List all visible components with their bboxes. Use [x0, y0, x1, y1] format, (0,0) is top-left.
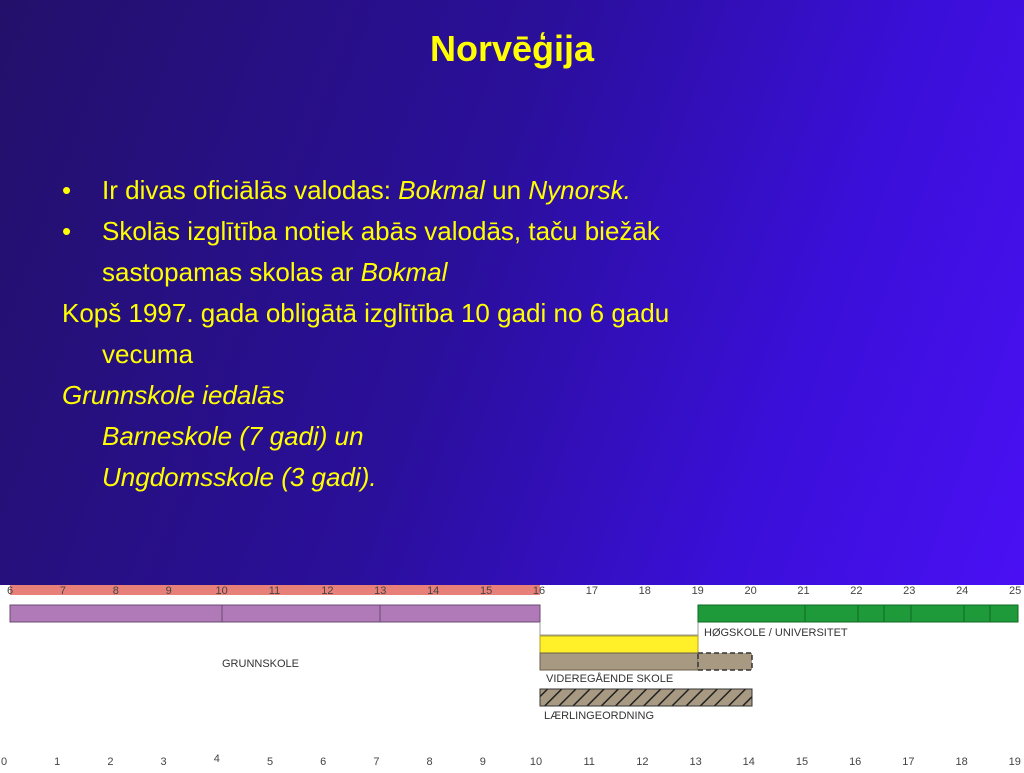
year-tick-label: 15 [795, 756, 809, 768]
age-tick-label: 7 [59, 585, 66, 597]
grunnskole-line3: Ungdomsskole (3 gadi). [102, 462, 377, 492]
bullet-line2: sastopamas skolas ar [102, 257, 361, 287]
age-tick-label: 18 [638, 585, 651, 597]
age-tick-label: 23 [903, 585, 916, 597]
age-tick-label: 25 [1008, 585, 1022, 597]
year-tick-label: 2 [107, 756, 114, 768]
bullet-dot: • [62, 175, 72, 205]
age-tick-label: 10 [215, 585, 228, 597]
paragraph-line1: Kopš 1997. gada obligātā izglītība 10 gadi no 6 gadu [62, 298, 670, 328]
paragraph-line2: vecuma [102, 339, 194, 369]
year-tick-label: 9 [479, 756, 486, 768]
bullet-italic-nynorsk: Nynorsk. [528, 175, 631, 205]
slide-title: Norvēģija [429, 28, 595, 69]
year-tick-label: 8 [426, 756, 433, 768]
paragraph-compulsory [62, 293, 962, 375]
videregaende-dashed-extension [698, 653, 752, 670]
grunnskole-line2: Barneskole (7 gadi) un [102, 421, 364, 451]
age-tick-label: 15 [479, 585, 493, 597]
age-tick-label: 13 [374, 585, 387, 597]
grunnskole-bar [10, 605, 540, 622]
bullet-italic-bokmal-2: Bokmal [360, 257, 448, 287]
age-tick-label: 17 [585, 585, 599, 597]
year-tick-label: 17 [902, 756, 915, 768]
age-tick-label: 20 [744, 585, 757, 597]
year-tick-label: 7 [373, 756, 380, 768]
bullet-item-schools [62, 211, 962, 293]
age-tick-label: 22 [850, 585, 863, 597]
year-tick-label: 6 [320, 756, 327, 768]
year-labels [1, 753, 1021, 768]
connector-line [540, 605, 698, 635]
age-tick-label: 6 [6, 585, 14, 597]
year-tick-label: 13 [689, 756, 702, 768]
age-tick-label: 16 [532, 585, 546, 597]
age-tick-label: 14 [427, 585, 440, 597]
grunnskole-label: GRUNNSKOLE [222, 658, 300, 670]
bullet-line1: Skolās izglītība notiek abās valodās, taču biežāk [102, 216, 660, 246]
age-tick-label: 9 [165, 585, 172, 597]
year-tick-label: 10 [529, 756, 543, 768]
laerling-bar [540, 689, 752, 706]
slide-body [62, 170, 962, 498]
year-tick-label: 3 [160, 756, 167, 768]
videregaende-grey-bar [540, 653, 698, 670]
age-tick-label: 11 [268, 585, 281, 597]
grunnskole-line1: Grunnskole iedalās [62, 380, 285, 410]
bullet-italic-bokmal: Bokmal [398, 175, 485, 205]
year-tick-label: 1 [54, 756, 61, 768]
hogskole-label: HØGSKOLE / UNIVERSITET [704, 627, 848, 639]
bullet-dot: • [62, 216, 72, 246]
age-tick-label: 19 [691, 585, 704, 597]
videregaende-yellow-bar [540, 636, 698, 653]
year-tick-label: 0 [0, 756, 8, 768]
year-tick-label: 18 [955, 756, 968, 768]
year-tick-label: 5 [266, 756, 274, 768]
bullet-text-mid: un [484, 175, 529, 205]
age-tick-label: 8 [112, 585, 119, 597]
age-tick-label: 24 [956, 585, 969, 597]
age-tick-label: 21 [797, 585, 810, 597]
bullet-text: Ir divas oficiālās valodas: [102, 175, 399, 205]
videregaende-label: VIDEREGÅENDE SKOLE [546, 673, 674, 685]
timeline-diagram [0, 585, 1024, 768]
year-tick-label: 16 [849, 756, 862, 768]
age-tick-label: 12 [321, 585, 334, 597]
year-tick-label: 19 [1008, 756, 1021, 768]
year-tick-label: 14 [742, 756, 755, 768]
year-tick-label: 12 [636, 756, 649, 768]
year-tick-label: 11 [583, 756, 595, 768]
paragraph-grunnskole [62, 375, 962, 498]
bullet-item-languages [62, 170, 962, 211]
year-tick-label: 4 [213, 753, 220, 765]
education-timeline [0, 585, 1024, 768]
laerling-label: LÆRLINGEORDNING [544, 710, 655, 722]
